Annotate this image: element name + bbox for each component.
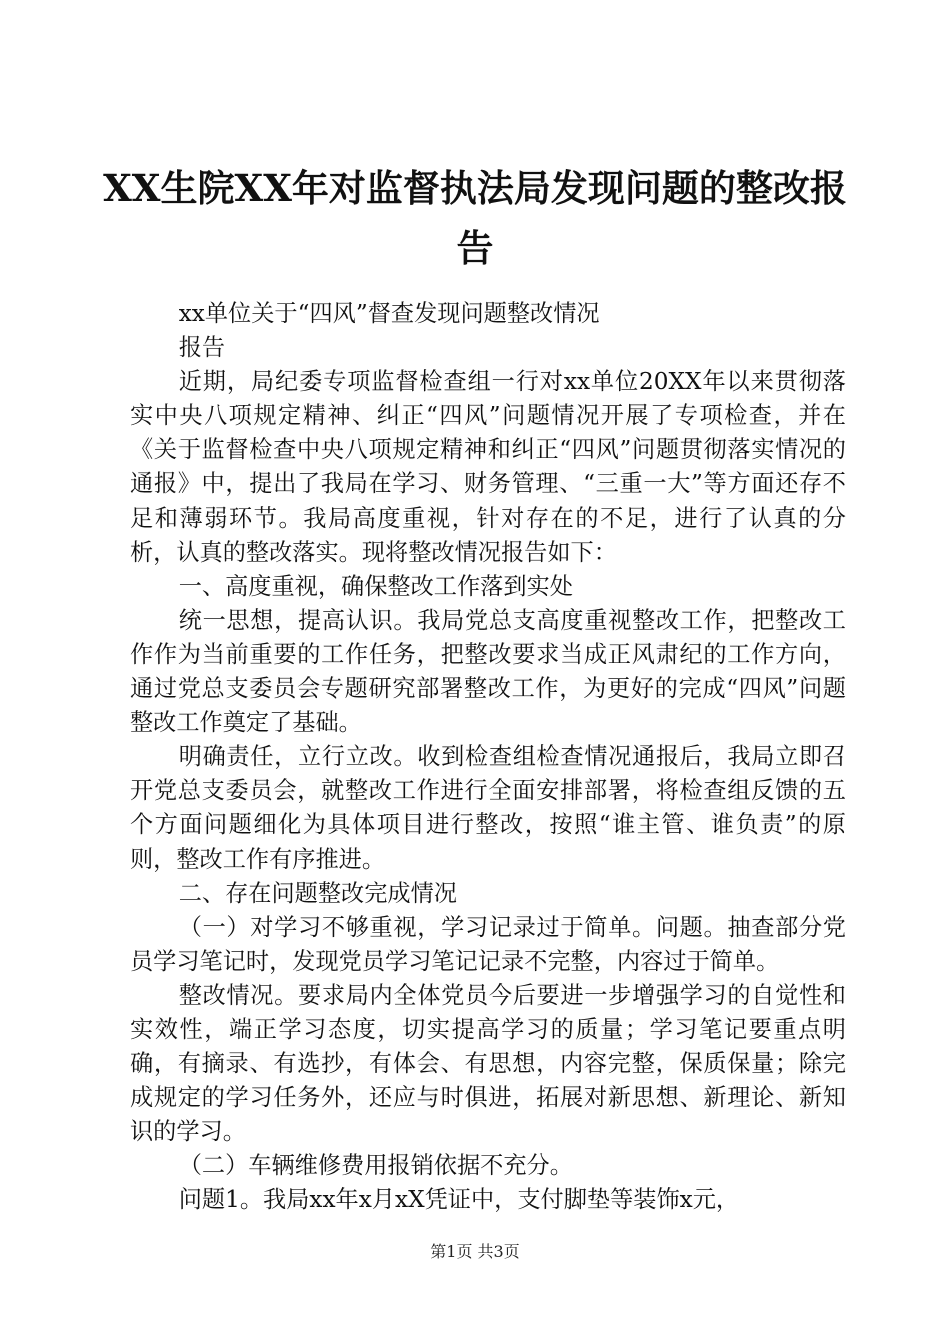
section-heading-1: 一、高度重视，确保整改工作落到实处 [178, 572, 573, 600]
paragraph-issue-2: （二）车辆维修费用报销依据不充分。 [178, 1152, 573, 1180]
document-title-line-1: XX生院XX年对监督执法局发现问题的整改报 [103, 166, 847, 210]
paragraph-unify-thinking: 统一思想，提高认识。我局党总支高度重视整改工作，把整改工作作为当前重要的工作任务，把整改要求当成正风肃纪的工作方向，通过党总支委员会专题研究部署整改工作，为更好的完成“四风”问题整改工作奠定了基础。 [130, 606, 846, 737]
document-body [130, 297, 846, 1218]
section-heading-2: 二、存在问题整改完成情况 [178, 879, 457, 907]
paragraph-clarify-responsibility: 明确责任，立行立改。收到检查组检查情况通报后，我局立即召开党总支委员会，就整改工作进行全面安排部署，将检查组反馈的五个方面问题细化为具体项目进行整改，按照“谁主管、谁负责”的原则，整改工作有序推进。 [130, 743, 846, 873]
paragraph-rectification-1: 整改情况。要求局内全体党员今后要进一步增强学习的自觉性和实效性，端正学习态度，切实提高学习的质量；学习笔记要重点明确，有摘录、有选抄，有体会、有思想，内容完整，保质保量；除完成规定的学习任务外，还应与时俱进，拓展对新思想、新理论、新知识的学习。 [130, 981, 846, 1146]
page-footer: 第1页 共3页 [430, 1242, 520, 1261]
paragraph-issue-1: （一）对学习不够重视，学习记录过于简单。问题。抽查部分党员学习笔记时，发现党员学习笔记记录不完整，内容过于简单。 [130, 913, 846, 975]
paragraph-subtitle-cont: 报告 [178, 334, 226, 362]
document-title-line-2: 告 [456, 226, 494, 270]
paragraph-problem-1: 问题1。我局xx年x月xX凭证中，支付脚垫等装饰x元， [178, 1186, 740, 1214]
paragraph-intro: 近期，局纪委专项监督检查组一行对xx单位20XX年以来贯彻落实中央八项规定精神、纠正“四风”问题情况开展了专项检查，并在《关于监督检查中央八项规定精神和纠正“四风”问题贯彻落实情况的通报》中，提出了我局在学习、财务管理、“三重一大”等方面还存不足和薄弱环节。我局高度重视，针对存在的不足，进行了认真的分析，认真的整改落实。现将整改情况报告如下： [130, 368, 846, 566]
paragraph-subtitle: xx单位关于“四风”督查发现问题整改情况 [178, 300, 600, 327]
